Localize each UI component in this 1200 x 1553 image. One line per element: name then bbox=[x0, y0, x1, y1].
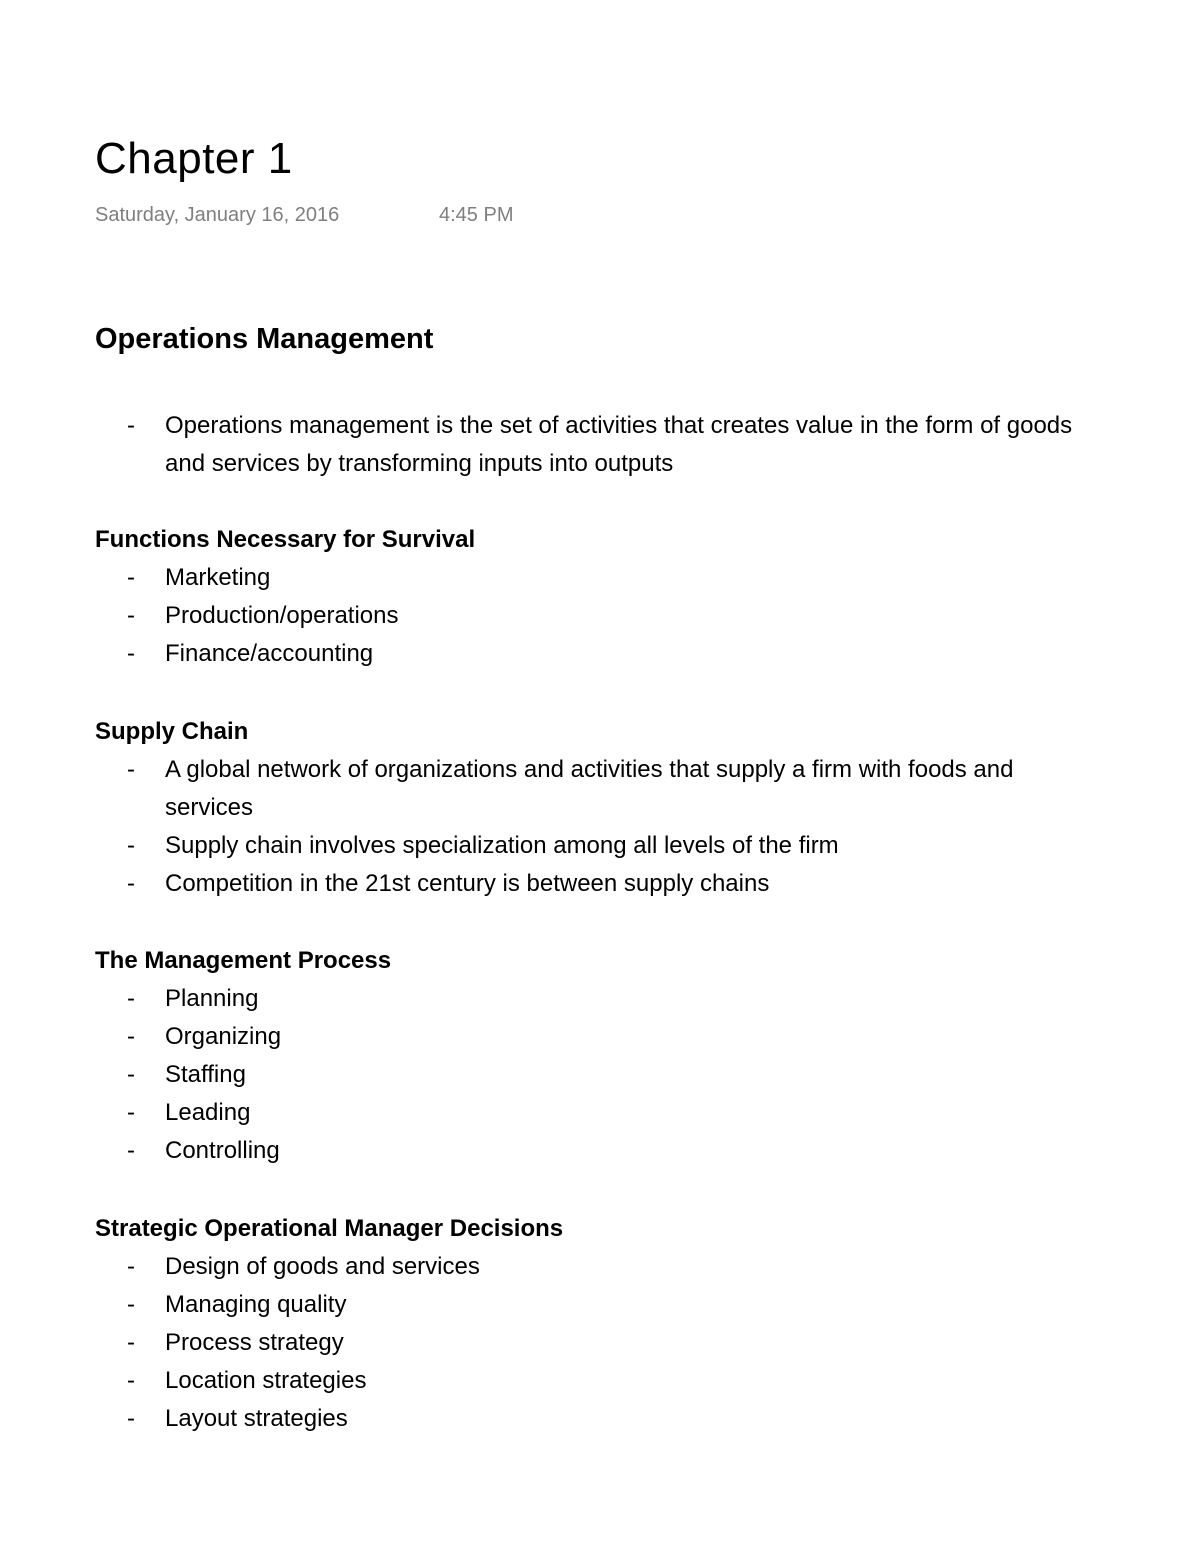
list-item bbox=[95, 1018, 1105, 1056]
bullet-dash: - bbox=[127, 602, 135, 629]
list-item-text: Location strategies bbox=[165, 1367, 367, 1394]
list-item-text: Controlling bbox=[165, 1137, 280, 1164]
bullet-dash: - bbox=[127, 832, 135, 859]
list-item bbox=[95, 1248, 1105, 1286]
section-heading: Strategic Operational Manager Decisions bbox=[95, 1215, 564, 1242]
list-item bbox=[95, 1400, 1105, 1438]
bullet-dash: - bbox=[127, 1061, 135, 1088]
list-item-text: Competition in the 21st century is between supply chains bbox=[165, 870, 770, 897]
bullet-dash: - bbox=[127, 1253, 135, 1280]
list-item-text: A global network of organizations and activities that supply a firm with foods and services bbox=[165, 756, 1014, 821]
main-heading: Operations Management bbox=[95, 323, 434, 355]
list-item-text: Supply chain involves specialization among all levels of the firm bbox=[165, 832, 839, 859]
section-supply-chain bbox=[95, 713, 1105, 903]
note-timestamp bbox=[95, 201, 514, 229]
list-item-text: Finance/accounting bbox=[165, 640, 374, 667]
list-item bbox=[95, 1362, 1105, 1400]
list-item bbox=[95, 1132, 1105, 1170]
bullet-dash: - bbox=[127, 1023, 135, 1050]
list-item bbox=[95, 1286, 1105, 1324]
list-item bbox=[95, 407, 1105, 483]
bullet-dash: - bbox=[127, 1367, 135, 1394]
bullet-dash: - bbox=[127, 412, 135, 439]
bullet-dash: - bbox=[127, 756, 135, 783]
list-item bbox=[95, 635, 1105, 673]
list-item-text: Marketing bbox=[165, 564, 271, 591]
section-management-process bbox=[95, 942, 1105, 1170]
page-title: Chapter 1 bbox=[95, 134, 293, 183]
list-item-text: Staffing bbox=[165, 1061, 246, 1088]
list-item-text: Managing quality bbox=[165, 1291, 347, 1318]
bullet-dash: - bbox=[127, 1329, 135, 1356]
list-item bbox=[95, 559, 1105, 597]
list-item-text: Leading bbox=[165, 1099, 251, 1126]
list-item bbox=[95, 1324, 1105, 1362]
list-item-text: Production/operations bbox=[165, 602, 399, 629]
list-item-text: Organizing bbox=[165, 1023, 282, 1050]
list-item-text: Planning bbox=[165, 985, 259, 1012]
list-item-text: Design of goods and services bbox=[165, 1253, 480, 1280]
section-heading: The Management Process bbox=[95, 947, 392, 974]
note-time: 4:45 PM bbox=[439, 204, 514, 226]
list-item-text: Process strategy bbox=[165, 1329, 344, 1356]
section-heading: Supply Chain bbox=[95, 718, 249, 745]
list-item bbox=[95, 1056, 1105, 1094]
bullet-dash: - bbox=[127, 1137, 135, 1164]
bullet-dash: - bbox=[127, 985, 135, 1012]
note-date: Saturday, January 16, 2016 bbox=[95, 204, 340, 226]
list-item-text: Layout strategies bbox=[165, 1405, 348, 1432]
intro-section bbox=[95, 407, 1105, 483]
list-item bbox=[95, 980, 1105, 1018]
bullet-dash: - bbox=[127, 1099, 135, 1126]
section-functions bbox=[95, 521, 1105, 673]
list-item bbox=[95, 597, 1105, 635]
bullet-dash: - bbox=[127, 1291, 135, 1318]
bullet-dash: - bbox=[127, 564, 135, 591]
section-heading: Functions Necessary for Survival bbox=[95, 526, 476, 553]
list-item bbox=[95, 827, 1105, 865]
section-strategic-decisions bbox=[95, 1210, 1105, 1438]
list-item bbox=[95, 865, 1105, 903]
bullet-dash: - bbox=[127, 1405, 135, 1432]
bullet-dash: - bbox=[127, 640, 135, 667]
list-item bbox=[95, 1094, 1105, 1132]
list-item bbox=[95, 751, 1105, 827]
list-item-text: Operations management is the set of activities that creates value in the form of goods and services by transforming inputs into outputs bbox=[165, 412, 1073, 477]
bullet-dash: - bbox=[127, 870, 135, 897]
